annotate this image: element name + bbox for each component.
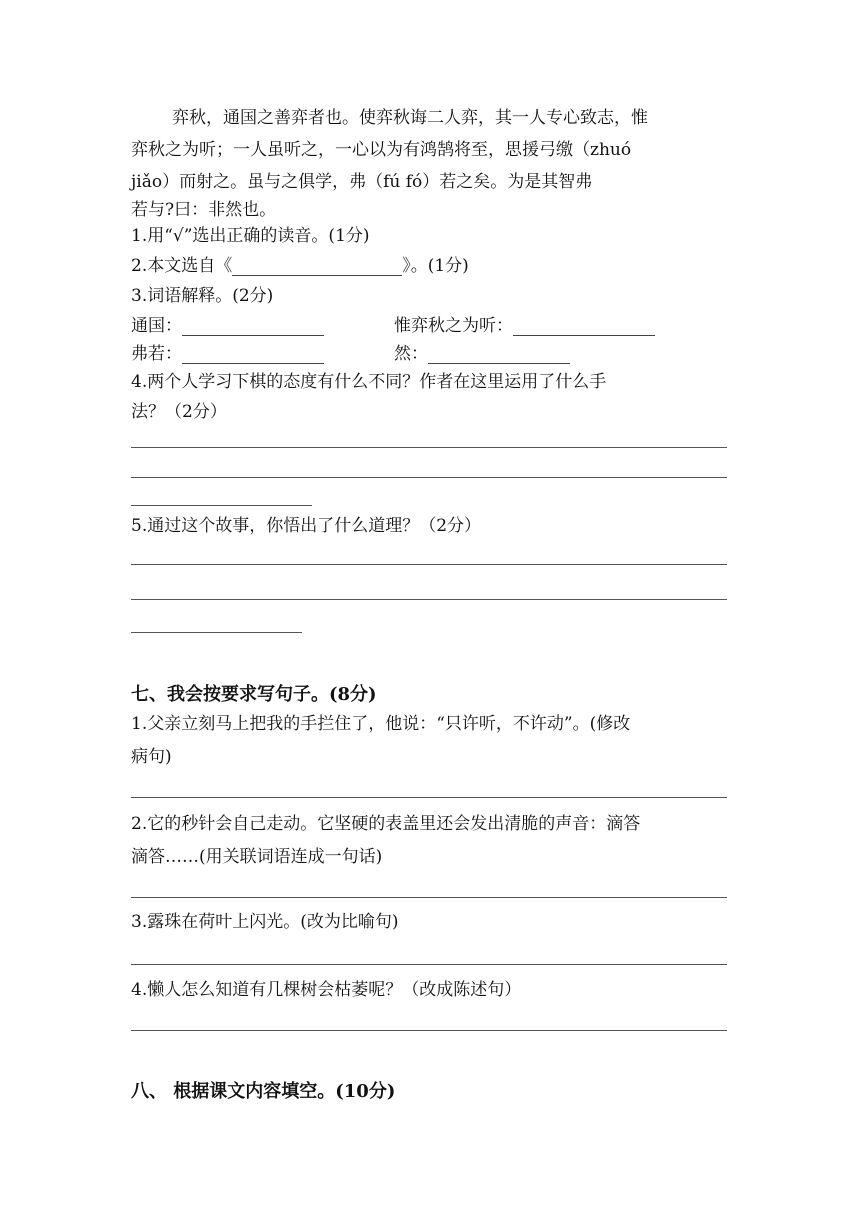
definition-row-2b — [394, 344, 570, 364]
definition-label-weiyiqiu: 惟弈秋之为听： — [394, 316, 513, 336]
question-4-line-2: 法？（2分） — [131, 402, 227, 422]
question-2-prefix: 2.本文选自《 — [131, 256, 233, 276]
section-7-title: 七、我会按要求写句子。(8分) — [131, 684, 377, 705]
definition-blank-tongguo[interactable] — [182, 319, 324, 336]
answer-line[interactable] — [131, 505, 312, 506]
sentence-2-line-2: 滴答……(用关联词语连成一句话) — [131, 847, 383, 867]
section-8-title: 八、 根据课文内容填空。(10分) — [131, 1081, 396, 1102]
answer-line[interactable] — [131, 447, 727, 448]
question-5: 5.通过这个故事，你悟出了什么道理？（2分） — [131, 516, 482, 536]
passage-line-1: 弈秋，通国之善弈者也。使弈秋诲二人弈，其一人专心致志，惟 — [172, 108, 648, 128]
answer-line[interactable] — [131, 1030, 727, 1031]
passage-line-2: 弈秋之为听；一人虽听之，一心以为有鸿鹄将至，思援弓缴（zhuó — [131, 140, 632, 160]
question-2-suffix: 》。(1分) — [402, 256, 469, 276]
source-answer-blank[interactable] — [232, 259, 402, 276]
sentence-1-line-1: 1.父亲立刻马上把我的手拦住了，他说：“只许听，不许动”。(修改 — [131, 714, 631, 734]
sentence-4: 4.懒人怎么知道有几棵树会枯萎呢？（改成陈述句） — [131, 980, 522, 1000]
answer-line[interactable] — [131, 964, 727, 965]
question-2 — [131, 256, 469, 276]
question-3: 3.词语解释。(2分) — [131, 286, 274, 306]
answer-line[interactable] — [131, 599, 727, 600]
definition-blank-foruo[interactable] — [182, 347, 324, 364]
definition-blank-ran[interactable] — [428, 347, 570, 364]
answer-line[interactable] — [131, 564, 727, 565]
answer-line[interactable] — [131, 897, 727, 898]
answer-line[interactable] — [131, 477, 727, 478]
question-4-line-1: 4.两个人学习下棋的态度有什么不同？作者在这里运用了什么手 — [131, 372, 607, 392]
answer-line[interactable] — [131, 797, 727, 798]
definition-row-1b — [394, 316, 655, 336]
definition-row-1 — [131, 316, 324, 336]
question-1: 1.用“√”选出正确的读音。(1分) — [131, 226, 370, 246]
sentence-2-line-1: 2.它的秒针会自己走动。它坚硬的表盖里还会发出清脆的声音：滴答 — [131, 814, 641, 834]
definition-row-2 — [131, 344, 324, 364]
passage-line-3: jiǎo）而射之。虽与之俱学，弗（fú fó）若之矣。为是其智弗 — [131, 172, 593, 192]
definition-label-tongguo: 通国： — [131, 316, 182, 336]
sentence-3: 3.露珠在荷叶上闪光。(改为比喻句) — [131, 912, 399, 932]
definition-label-ran: 然： — [394, 344, 428, 364]
passage-line-4: 若与?曰：非然也。 — [131, 200, 277, 220]
sentence-1-line-2: 病句) — [131, 747, 172, 767]
answer-line[interactable] — [131, 632, 302, 633]
definition-label-foruo: 弗若： — [131, 344, 182, 364]
definition-blank-weiyiqiu[interactable] — [513, 319, 655, 336]
